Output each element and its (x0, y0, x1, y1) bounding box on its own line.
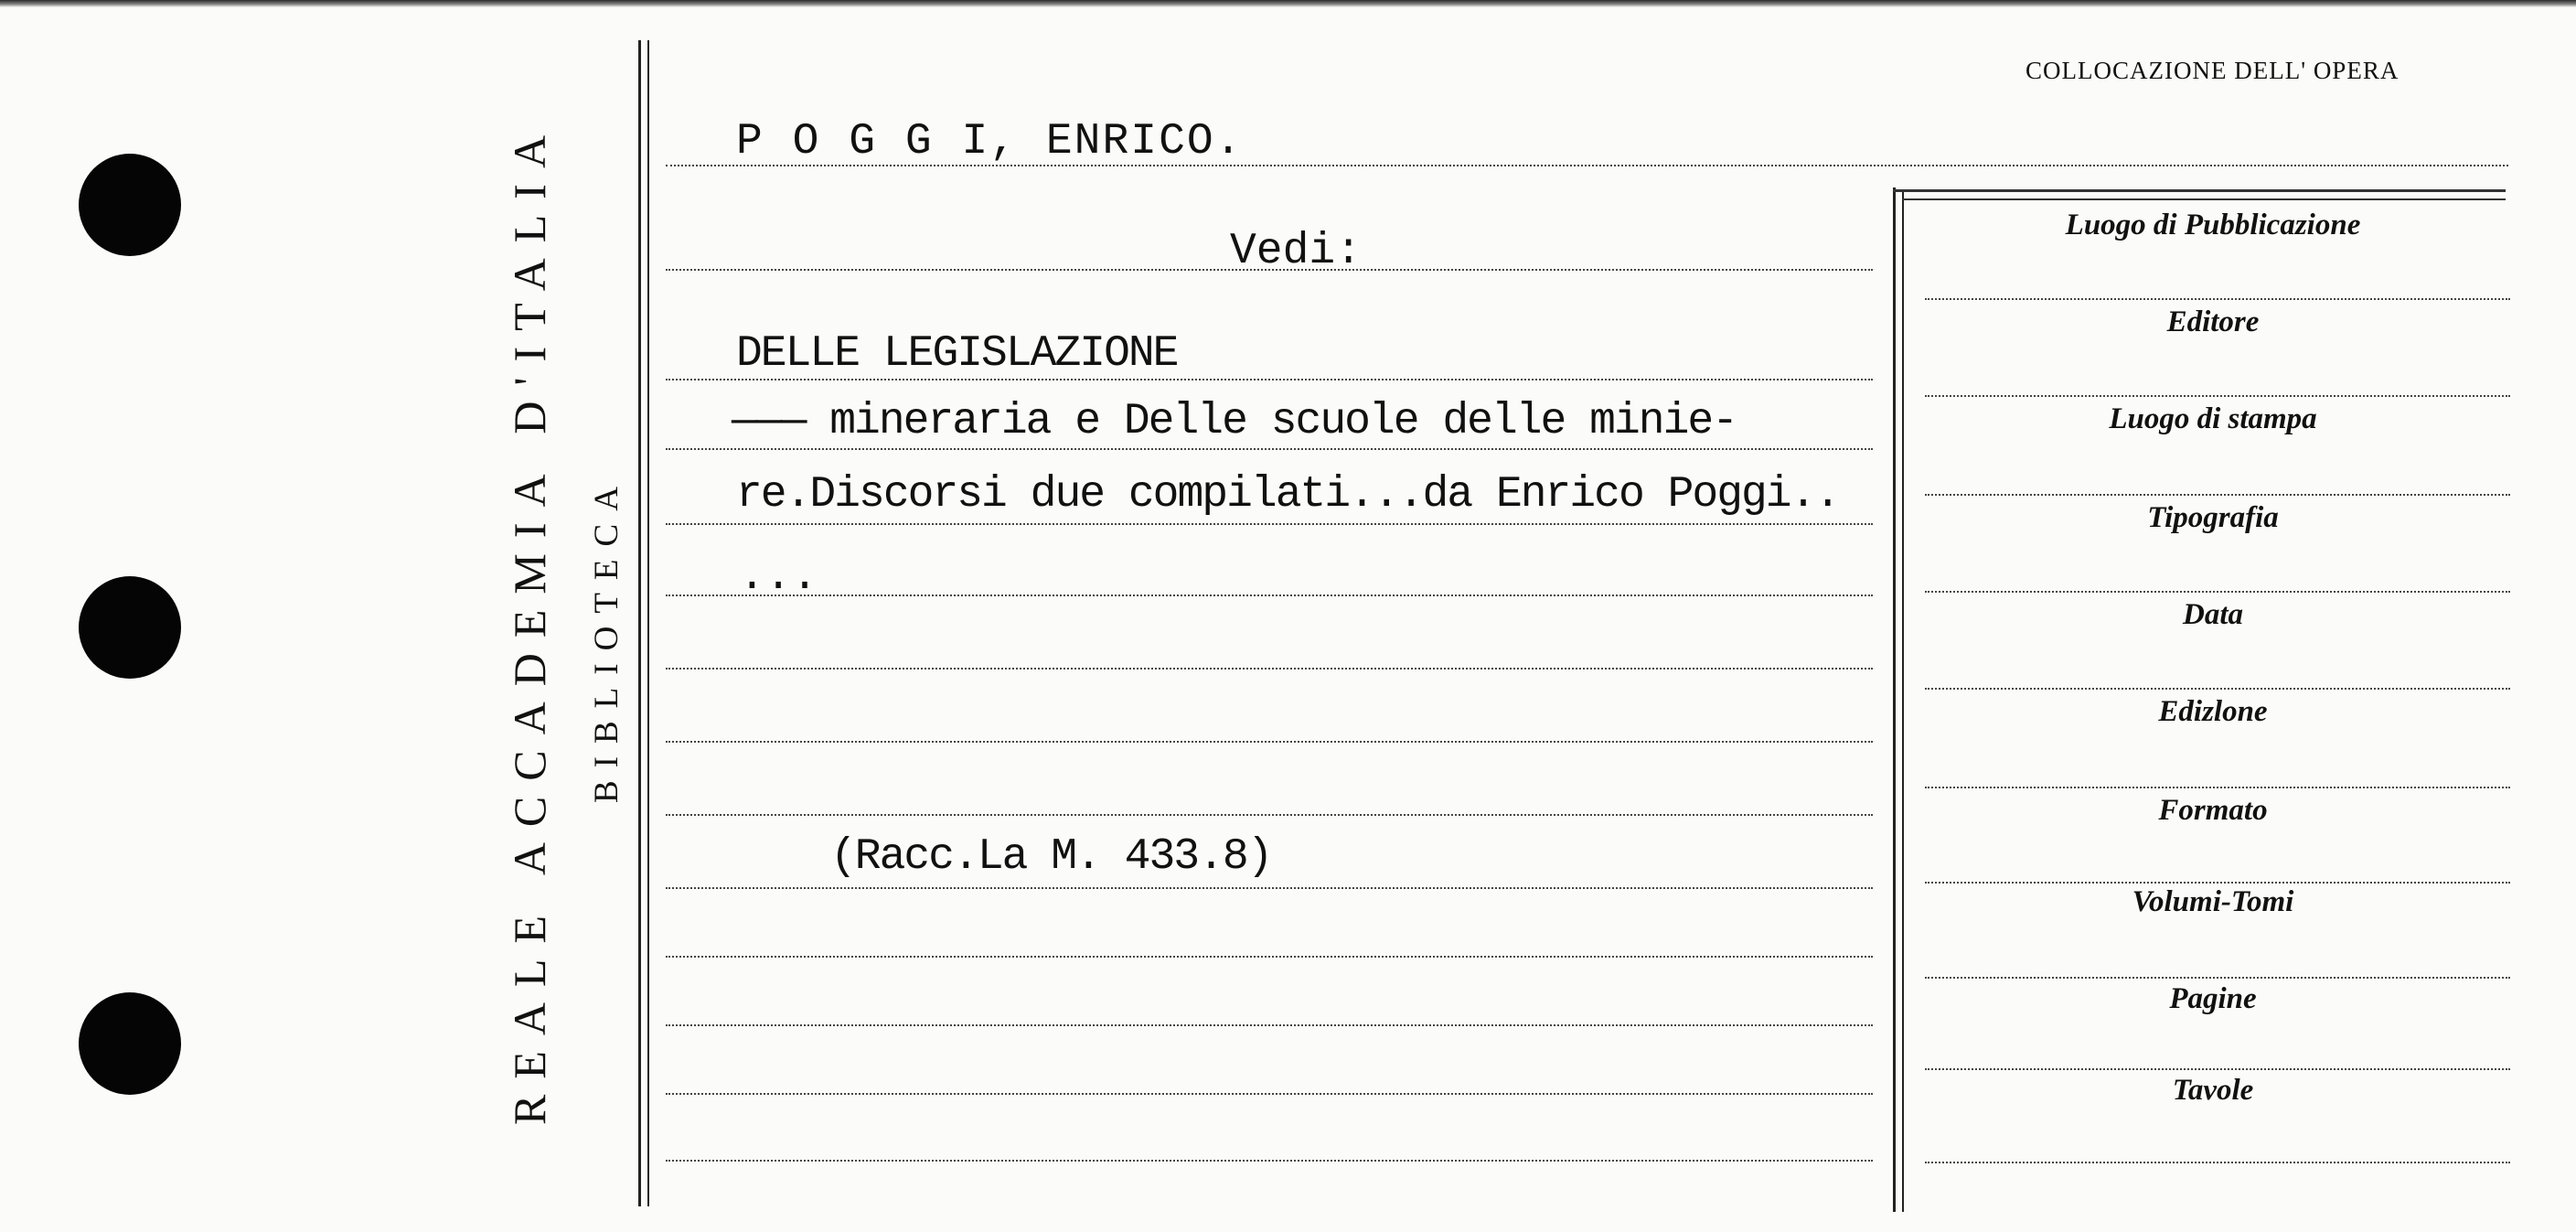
field-ruled-line (1925, 1068, 2510, 1070)
field-label-data: Data (2183, 598, 2243, 631)
field-label-pagine: Pagine (2169, 982, 2257, 1015)
ruled-line (666, 448, 1873, 450)
field-ruled-line (1925, 977, 2510, 979)
field-label-volumi-tomi: Volumi-Tomi (2132, 885, 2294, 918)
field-ruled-line (1925, 494, 2510, 496)
panel-top-border (1893, 189, 2506, 192)
card-top-edge (0, 0, 2576, 7)
institution-name: REALE ACCADEMIA D'ITALIA (504, 119, 555, 1125)
ruled-line (666, 1093, 1873, 1095)
panel-border-line-inner (1902, 192, 1904, 1212)
shelfmark: (Racc.La M. 433.8) (830, 832, 1272, 882)
field-label-tipografia: Tipografia (2147, 501, 2279, 534)
field-ruled-line (1925, 688, 2510, 690)
field-ruled-line (1925, 298, 2510, 300)
punch-hole-bottom (79, 992, 181, 1095)
punch-hole-top (79, 154, 181, 256)
ruled-line (666, 741, 1873, 743)
field-ruled-line (1925, 395, 2510, 397)
ruled-line (666, 956, 1873, 958)
title-line-2: ——— mineraria e Delle scuole delle minie- (732, 397, 1737, 446)
department-name: BIBLIOTECA (588, 474, 625, 803)
field-ruled-line (1925, 1162, 2510, 1163)
panel-top-border-inner (1902, 198, 2506, 200)
panel-border-line (1893, 187, 1896, 1212)
collocation-header: COLLOCAZIONE DELL' OPERA (2026, 57, 2400, 84)
field-label-edizione: Edizlone (2158, 695, 2268, 728)
ruled-line (666, 523, 1873, 525)
ruled-line (666, 668, 1873, 670)
field-label-luogo-stampa: Luogo di stampa (2109, 402, 2317, 435)
title-line-1: DELLE LEGISLAZIONE (736, 329, 1178, 379)
field-label-luogo-pubblicazione: Luogo di Pubblicazione (2065, 209, 2361, 241)
field-ruled-line (1925, 787, 2510, 788)
author-heading: P O G G I, ENRICO. (736, 117, 1244, 166)
ruled-line (666, 595, 1873, 596)
see-reference: Vedi: (1230, 227, 1363, 276)
ruled-line (666, 1024, 1873, 1026)
ruled-line (666, 814, 1873, 816)
ruled-line (666, 1160, 1873, 1162)
ruled-line (666, 379, 1873, 380)
field-label-formato: Formato (2158, 794, 2268, 827)
left-border-line-inner (647, 40, 649, 1206)
title-line-3: re.Discorsi due compilati...da Enrico Poggi.. (736, 470, 1840, 520)
ruled-line (666, 887, 1873, 889)
left-border-line (638, 40, 641, 1206)
title-line-4: ... (739, 552, 818, 602)
field-label-editore: Editore (2166, 305, 2260, 338)
field-ruled-line (1925, 882, 2510, 884)
punch-hole-middle (79, 576, 181, 679)
field-ruled-line (1925, 591, 2510, 593)
field-label-tavole: Tavole (2172, 1074, 2254, 1107)
